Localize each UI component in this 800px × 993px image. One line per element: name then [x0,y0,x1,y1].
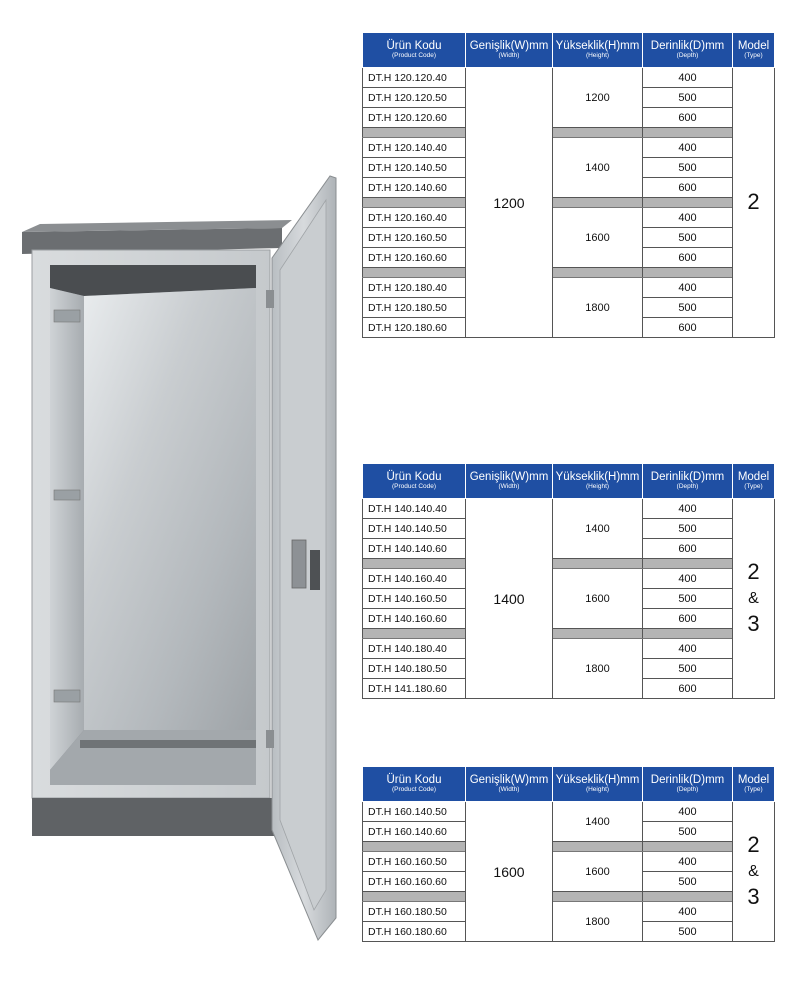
depth-cell: 400 [643,639,733,659]
product-code-cell: DT.H 120.140.50 [363,158,466,178]
product-code-cell: DT.H 120.160.50 [363,228,466,248]
depth-cell: 400 [643,278,733,298]
header-height: Yükseklik(H)mm (Height) [553,767,643,802]
product-code-cell: DT.H 140.160.40 [363,569,466,589]
depth-cell: 500 [643,922,733,942]
height-cell: 1400 [553,499,643,559]
depth-cell: 400 [643,208,733,228]
header-depth: Derinlik(D)mm (Depth) [643,464,733,499]
product-code-cell: DT.H 140.140.50 [363,519,466,539]
group-separator [363,128,775,138]
product-code-cell: DT.H 140.160.60 [363,609,466,629]
model-value-2: 3 [747,611,760,637]
depth-cell: 500 [643,519,733,539]
header-product-code: Ürün Kodu (Product Code) [363,33,466,68]
width-cell: 1600 [466,802,553,942]
product-code-cell: DT.H 140.140.60 [363,539,466,559]
height-cell: 1800 [553,902,643,942]
product-code-cell: DT.H 120.120.60 [363,108,466,128]
depth-cell: 500 [643,158,733,178]
depth-cell: 600 [643,108,733,128]
width-cell: 1400 [466,499,553,699]
header-width: Genişlik(W)mm (Width) [466,33,553,68]
height-cell: 1200 [553,68,643,128]
height-cell: 1600 [553,569,643,629]
product-code-cell: DT.H 120.160.60 [363,248,466,268]
model-value: 2 [747,189,760,215]
group-separator [363,198,775,208]
product-code-cell: DT.H 140.180.40 [363,639,466,659]
model-cell [733,499,775,699]
depth-cell: 500 [643,298,733,318]
product-code-cell: DT.H 160.140.60 [363,822,466,842]
model-cell [733,802,775,942]
product-code-cell: DT.H 120.160.40 [363,208,466,228]
product-code-cell: DT.H 120.120.50 [363,88,466,108]
header-depth: Derinlik(D)mm (Depth) [643,767,733,802]
header-model: Model (Type) [733,464,775,499]
model-value: 2 [747,832,760,858]
height-cell: 1800 [553,278,643,338]
group-separator [363,892,775,902]
table-row [363,802,775,822]
table-row [363,278,775,298]
product-code-cell: DT.H 120.180.60 [363,318,466,338]
height-cell: 1800 [553,639,643,699]
table-row [363,138,775,158]
product-code-cell: DT.H 120.180.40 [363,278,466,298]
cabinet-image [10,170,350,950]
product-code-cell: DT.H 120.120.40 [363,68,466,88]
depth-cell: 600 [643,679,733,699]
depth-cell: 400 [643,902,733,922]
product-code-cell: DT.H 120.140.40 [363,138,466,158]
depth-cell: 500 [643,872,733,892]
group-separator [363,842,775,852]
height-cell: 1400 [553,138,643,198]
product-code-cell: DT.H 120.140.60 [363,178,466,198]
spec-table-1400 [362,463,775,699]
height-cell: 1400 [553,802,643,842]
header-height: Yükseklik(H)mm (Height) [553,33,643,68]
product-code-cell: DT.H 160.160.60 [363,872,466,892]
depth-cell: 400 [643,802,733,822]
product-code-cell: DT.H 141.180.60 [363,679,466,699]
table-row [363,902,775,922]
height-cell: 1600 [553,852,643,892]
depth-cell: 600 [643,609,733,629]
depth-cell: 600 [643,178,733,198]
table-row [363,68,775,88]
table-row [363,639,775,659]
header-depth: Derinlik(D)mm (Depth) [643,33,733,68]
table-header-row [363,767,775,802]
product-code-cell: DT.H 160.140.50 [363,802,466,822]
table-row [363,569,775,589]
product-code-cell: DT.H 120.180.50 [363,298,466,318]
depth-cell: 500 [643,88,733,108]
depth-cell: 500 [643,589,733,609]
width-cell: 1200 [466,68,553,338]
header-height: Yükseklik(H)mm (Height) [553,464,643,499]
header-product-code: Ürün Kodu (Product Code) [363,464,466,499]
model-value: 2 [747,559,760,585]
spec-table-1600 [362,766,775,942]
product-code-cell: DT.H 140.140.40 [363,499,466,519]
depth-cell: 600 [643,539,733,559]
depth-cell: 500 [643,659,733,679]
model-cell [733,68,775,338]
table-header-row [363,33,775,68]
model-ampersand: & [748,862,759,880]
header-product-code: Ürün Kodu (Product Code) [363,767,466,802]
header-width: Genişlik(W)mm (Width) [466,767,553,802]
header-model: Model (Type) [733,33,775,68]
product-code-cell: DT.H 140.160.50 [363,589,466,609]
product-code-cell: DT.H 160.180.60 [363,922,466,942]
table-row [363,852,775,872]
group-separator [363,559,775,569]
depth-cell: 500 [643,228,733,248]
group-separator [363,629,775,639]
header-model: Model (Type) [733,767,775,802]
product-code-cell: DT.H 160.160.50 [363,852,466,872]
product-code-cell: DT.H 140.180.50 [363,659,466,679]
depth-cell: 400 [643,499,733,519]
model-ampersand: & [748,589,759,607]
depth-cell: 600 [643,248,733,268]
group-separator [363,268,775,278]
table-row [363,499,775,519]
height-cell: 1600 [553,208,643,268]
depth-cell: 400 [643,68,733,88]
depth-cell: 400 [643,138,733,158]
depth-cell: 600 [643,318,733,338]
depth-cell: 500 [643,822,733,842]
table-row [363,208,775,228]
model-value-2: 3 [747,884,760,910]
depth-cell: 400 [643,852,733,872]
header-width: Genişlik(W)mm (Width) [466,464,553,499]
depth-cell: 400 [643,569,733,589]
table-header-row [363,464,775,499]
product-code-cell: DT.H 160.180.50 [363,902,466,922]
spec-table-1200 [362,32,775,338]
